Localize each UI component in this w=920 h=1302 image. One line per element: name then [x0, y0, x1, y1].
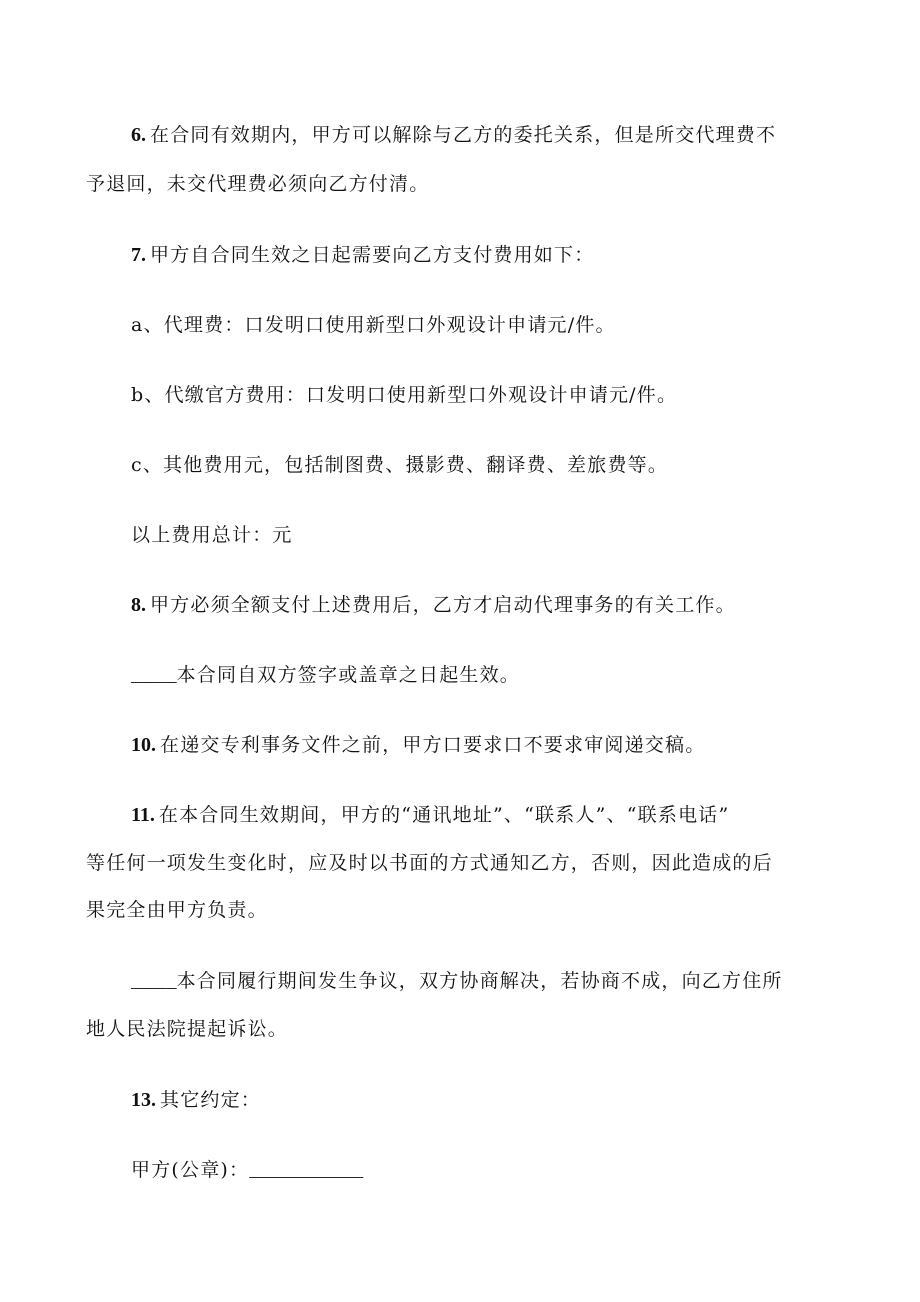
fee-total: [0, 518, 920, 552]
clause-8-number: 8.: [131, 594, 146, 616]
clause-13-text: 其它约定：: [160, 1089, 262, 1111]
fee-item-b: [0, 378, 920, 412]
clause-6-text-2: 予退回，未交代理费必须向乙方付清。: [86, 173, 430, 195]
clause-11-text-1: 在本合同生效期间，甲方的“通讯地址”、“联系人”、“联系电话”: [158, 804, 730, 826]
clause-9: [0, 658, 920, 692]
fee-item-a: [0, 308, 920, 342]
clause-8: [0, 588, 920, 622]
clause-12-text-2: 地人民法院提起诉讼。: [86, 1018, 289, 1040]
fee-item-c: [0, 448, 920, 482]
clause-13: [0, 1083, 920, 1117]
clause-6-text-1: 在合同有效期内，甲方可以解除与乙方的委托关系，但是所交代理费不: [150, 124, 777, 146]
clause-12-text-1: 本合同履行期间发生争议，双方协商解决，若协商不成，向乙方住所: [176, 970, 783, 992]
signature-label: 甲方(公章)：: [131, 1159, 250, 1181]
clause-9-blank: ____: [131, 665, 177, 687]
clause-7: [0, 238, 920, 272]
clause-6-line-1: [0, 118, 920, 152]
signature-blank: __________: [249, 1160, 364, 1182]
clause-11-number: 11.: [131, 804, 155, 826]
clause-11-line-3: [0, 893, 920, 927]
clause-11-line-2: [0, 846, 920, 880]
fee-item-b-text: b、代缴官方费用：口发明口使用新型口外观设计申请元/件。: [131, 384, 678, 406]
clause-7-number: 7.: [131, 244, 146, 266]
clause-9-text: 本合同自双方签字或盖章之日起生效。: [176, 664, 521, 686]
clause-6-number: 6.: [131, 124, 146, 146]
fee-item-c-text: c、其他费用元，包括制图费、摄影费、翻译费、差旅费等。: [131, 454, 669, 476]
signature-party-a: [0, 1153, 920, 1187]
clause-7-text: 甲方自合同生效之日起需要向乙方支付费用如下：: [150, 244, 595, 266]
clause-11-line-1: [0, 798, 920, 832]
clause-10-number: 10.: [131, 734, 156, 756]
clause-6-line-2: [0, 167, 920, 201]
fee-item-a-text: a、代理费：口发明口使用新型口外观设计申请元/件。: [131, 314, 616, 336]
clause-12-line-1: [0, 964, 920, 998]
clause-10-text: 在递交专利事务文件之前，甲方口要求口不要求审阅递交稿。: [160, 734, 706, 756]
clause-11-text-2: 等任何一项发生变化时，应及时以书面的方式通知乙方，否则，因此造成的后: [86, 852, 773, 874]
clause-11-text-3: 果完全由甲方负责。: [86, 899, 268, 921]
clause-13-number: 13.: [131, 1089, 156, 1111]
clause-10: [0, 728, 920, 762]
clause-8-text: 甲方必须全额支付上述费用后，乙方才启动代理事务的有关工作。: [150, 594, 736, 616]
clause-12-line-2: [0, 1012, 920, 1046]
fee-total-text: 以上费用总计：元: [131, 524, 293, 546]
clause-12-blank: ____: [131, 971, 177, 993]
